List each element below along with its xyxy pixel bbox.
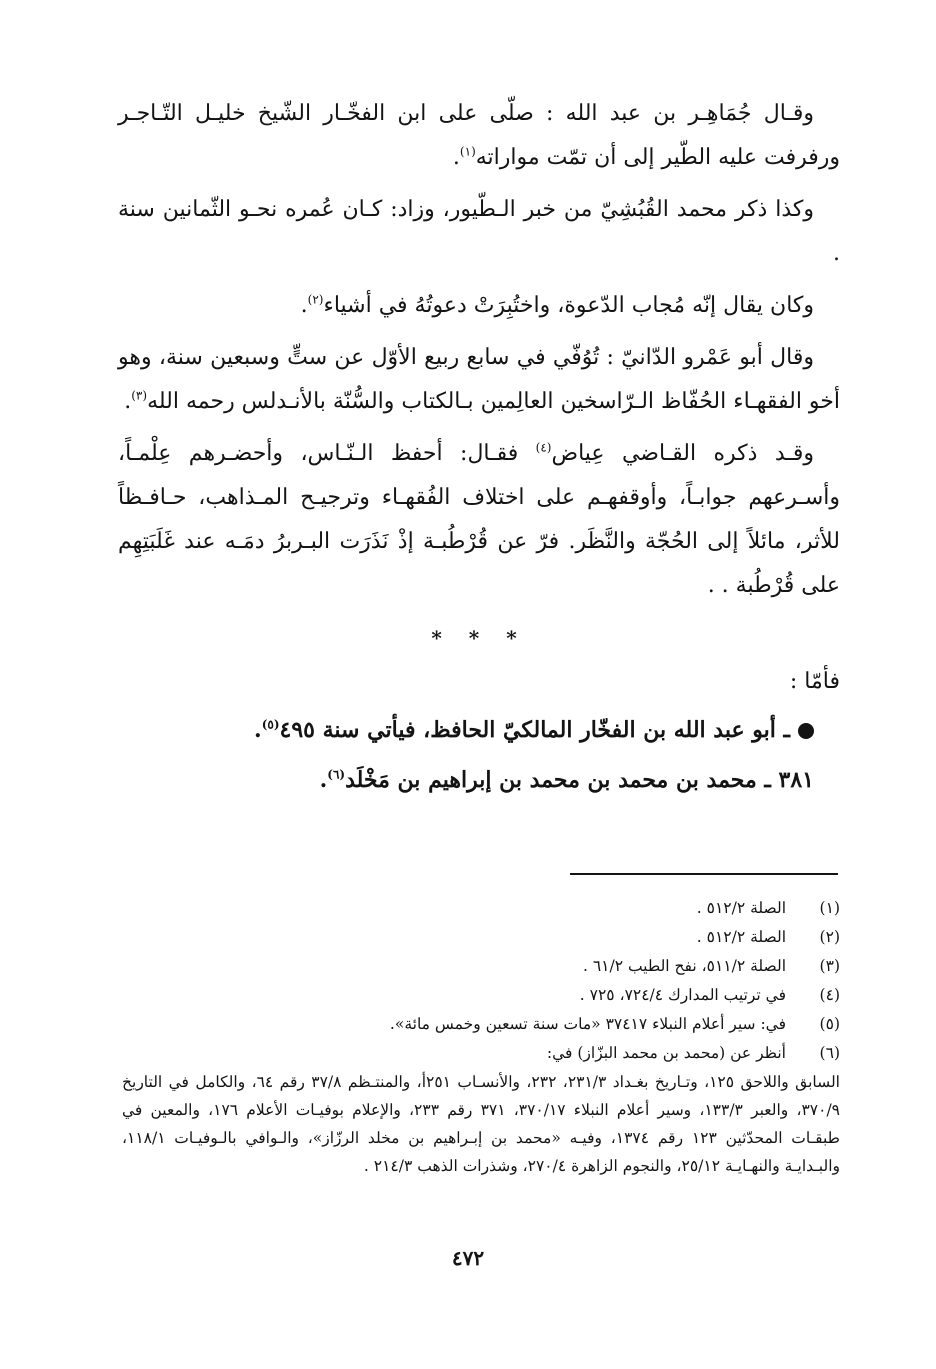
paragraph: وقال أبو عَمْرو الدّانيّ : تُوُفّي في سابع ربيع الأوّل عن ستٍّ وسبعين سنة، وهو أخو الفقهـاء الحُفّاظ الـرّاسخين العالِمين بـالكتاب والسُّنّة بالأنـدلس رحمه الله$^{(٣)}$. xyxy=(118,345,840,414)
paragraph: وكان يقال إنّه مُجاب الدّعوة، واختُبِرَتْ دعوتُهُ في أشياء$^{(٢)}$. xyxy=(300,292,814,318)
paragraph-text: وقـال جُمَاهِـر بن عبد الله : صلّى على ابن الفخّـار الشّيخ خليـل التّـاجـر ورفرفت عليه الطّير إلى أن تمّت مواراته xyxy=(118,101,840,170)
main-text xyxy=(118,92,840,808)
footnote xyxy=(118,923,840,952)
footnote-text: في ترتيب المدارك ٧٢٤/٤، ٧٢٥ . xyxy=(579,986,786,1004)
footnote-ref[interactable]: (٣) xyxy=(131,388,148,403)
footnote xyxy=(118,1010,840,1039)
footnote-number: (٤) xyxy=(819,986,840,1004)
biography-heading: ٣٨١ ـ محمد بن محمد بن محمد بن إبراهيم بن مَخْلَد$^{(٦)}$. xyxy=(319,767,814,793)
footnote-ref[interactable]: (٢) xyxy=(307,292,324,307)
footnote-number: (٥) xyxy=(819,1015,840,1033)
paragraph-text: وكان يقال إنّه مُجاب الدّعوة، واختُبِرَتْ دعوتُهُ في أشياء xyxy=(323,293,814,318)
footnote-ref[interactable]: (٤) xyxy=(535,440,552,455)
section-separator: * * * xyxy=(431,626,527,650)
footnote-number: (١) xyxy=(819,899,840,917)
paragraph-text: وقال أبو عَمْرو الدّانيّ : تُوُفّي في سابع ربيع الأوّل عن ستٍّ وسبعين سنة، وهو أخو الفقهـاء الحُفّاظ الـرّاسخين العالِمين بـالكتاب والسُّنّة بالأنـدلس رحمه الله xyxy=(118,345,840,414)
section-intro: فأمّا : xyxy=(789,669,840,694)
footnote xyxy=(118,1039,840,1068)
footnote-divider xyxy=(570,873,838,875)
footnote-text: أنظر عن (محمد بن محمد البزّاز) في: xyxy=(546,1044,786,1062)
footnote xyxy=(118,952,840,981)
footnote-number: (٦) xyxy=(819,1044,840,1062)
footnote-ref[interactable]: (٦) xyxy=(327,767,346,782)
page-number: ٤٧٢ xyxy=(451,1246,485,1270)
footnote-text: الصلة ٥١٢/٢ . xyxy=(696,899,786,917)
footnote-number: (٢) xyxy=(819,928,840,946)
footnote-text: الصلة ٥١٢/٢ . xyxy=(696,928,786,946)
entry-text: ٣٨١ ـ محمد بن محمد بن محمد بن إبراهيم بن مَخْلَد xyxy=(345,767,814,793)
footnote-text: الصلة ٥١١/٢، نفح الطيب ٦١/٢ . xyxy=(582,957,786,975)
paragraph-text: وكذا ذكر محمد القُبُشِيّ من خبر الـطّيور، وزاد: كـان عُمره نحـو الثّمانين سنة xyxy=(118,197,814,222)
footnote-ref[interactable]: (٥) xyxy=(261,717,280,732)
bullet-icon xyxy=(798,723,814,739)
entry-text: ـ أبو عبد الله بن الفخّار المالكيّ الحافظ، فيأتي سنة ٤٩٥ xyxy=(279,717,790,743)
footnotes xyxy=(118,894,840,1180)
footnote-continuation: السابق واللاحق ١٢٥، وتـاريخ بغـداد ٢٣١/٣، ٢٣٢، والأنسـاب ٢٥١أ، والمنتـظم ٣٧/٨ رقم ٦٤، والكامل في التاريخ ٣٧٠/٩، والعبر ١٣٣/٣، وسير أعلام النبلاء ٣٧٠/١٧، ٣٧١ رقم ٢٣٣، والإعلام بوفيـات الأعلام ١٧٦، والمعين في طبقـات المحدّثين ١٢٣ رقم ١٣٧٤، وفيـه «محمد بن إبـراهيم بن مخلد الرزّاز»، والـوافي بالـوفيـات ١١٨/١، والبـدايـة والنهـايـة ٢٥/١٢، والنجوم الزاهرة ٢٧٠/٤، وشذرات الذهب ٢١٤/٣ . xyxy=(122,1073,840,1175)
footnote xyxy=(118,894,840,923)
footnote-text: في: سير أعلام النبلاء ٣٧٤١٧ «مات سنة تسعين وخمس مائة». xyxy=(389,1015,786,1033)
paragraph: وقـد ذكره القـاضي عِياض$^{(٤)}$ فقـال: أحفظ الـنّـاس، وأحضـرهم عِلْمـاً، وأسـرعهم جوابـاً، وأوقفهـم على اختلاف الفُقهـاء وترجيـح المـذاهب، حـافـظاً للأثر، مائلاً إلى الحُجّة والنَّظَر. فرّ عن قُرْطُبـة إذْ نَذَرَت البـربرُ دمَـه عند غَلَبَتِهِم على قُرْطُبة . . xyxy=(118,440,840,598)
footnote xyxy=(118,981,840,1010)
footnote-ref[interactable]: (١) xyxy=(459,144,476,159)
cross-reference-entry: ـ أبو عبد الله بن الفخّار المالكيّ الحافظ، فيأتي سنة ٤٩٥$^{(٥)}$. xyxy=(118,708,840,752)
paragraph: وقـال جُمَاهِـر بن عبد الله : صلّى على ابن الفخّـار الشّيخ خليـل التّـاجـر ورفرفت عليه الطّير إلى أن تمّت مواراته$^{(١)}$. xyxy=(118,101,840,170)
paragraph: وكذا ذكر محمد القُبُشِيّ من خبر الـطّيور، وزاد: كـان عُمره نحـو الثّمانين سنة . xyxy=(118,197,840,266)
footnote-number: (٣) xyxy=(819,957,840,975)
paragraph-text: وقـد ذكره القـاضي عِياض xyxy=(551,441,814,466)
